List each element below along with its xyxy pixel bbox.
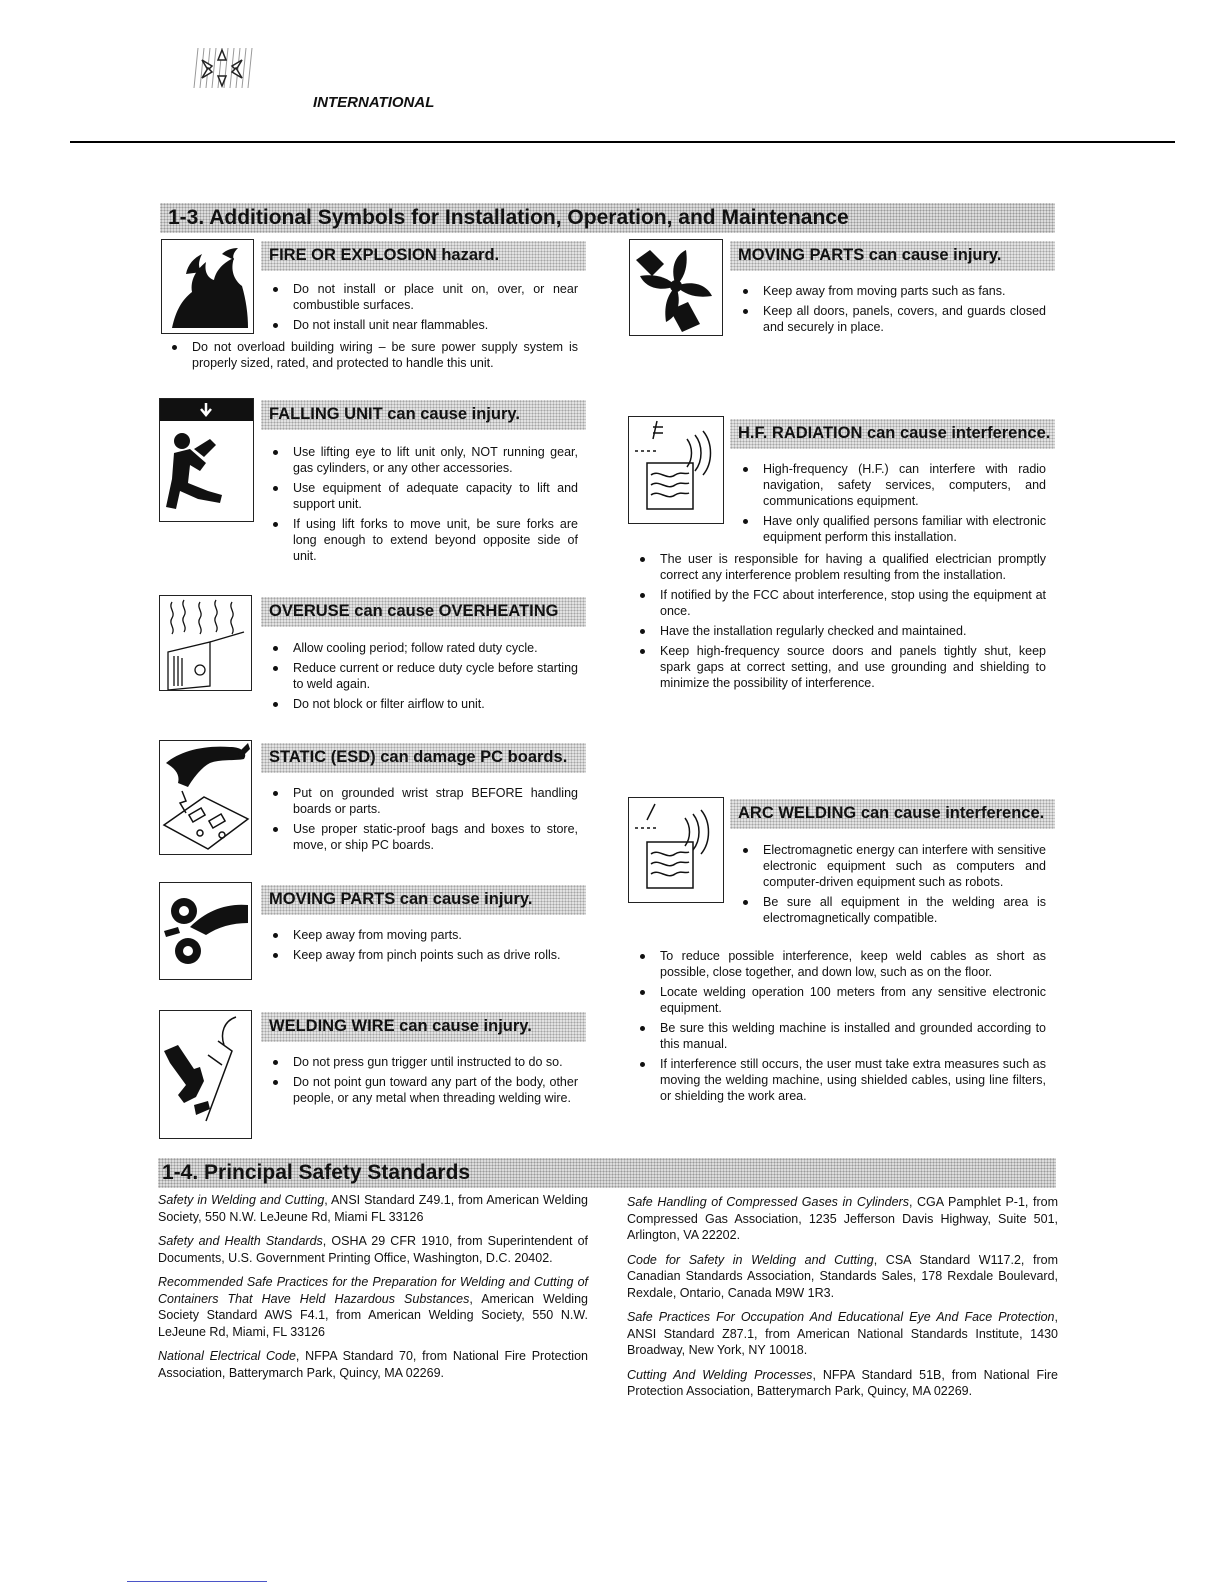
static-heading: STATIC (ESD) can damage PC boards. — [269, 748, 568, 766]
standard-ref: Recommended Safe Practices for the Preparation for Welding and Cutting of Containers That Have Held Hazardous Substances, American Welding Society Standard AWS F4.1, from American Welding Society, 550 N.W. LeJeune Rd, Miami, FL 33126 — [158, 1275, 588, 1339]
standards-left-column — [158, 1192, 588, 1389]
moving2-bullets — [263, 927, 578, 967]
section-13-title: 1-3. Additional Symbols for Installation, Operation, and Maintenance — [168, 206, 849, 229]
static-esd-icon — [159, 740, 252, 855]
list-item: Use equipment of adequate capacity to lift and support unit. — [263, 480, 578, 512]
list-item: Electromagnetic energy can interfere with sensitive electronic equipment such as computers and computer-driven equipment such as robots. — [733, 842, 1046, 890]
list-item: Keep away from pinch points such as drive rolls. — [263, 947, 578, 963]
fire-heading-band — [261, 241, 586, 271]
moving-parts-rollers-icon — [159, 882, 252, 980]
overheating-icon — [159, 595, 252, 691]
list-item: Have the installation regularly checked and maintained. — [630, 623, 1046, 639]
hf-heading: H.F. RADIATION can cause interference. — [738, 424, 1051, 442]
falling-unit-icon — [159, 398, 254, 522]
list-item: High-frequency (H.F.) can interfere with radio navigation, safety services, computers, and communications equipment. — [733, 461, 1046, 509]
list-item: Do not block or filter airflow to unit. — [263, 696, 578, 712]
list-item: Reduce current or reduce duty cycle before starting to weld again. — [263, 660, 578, 692]
list-item: Be sure this welding machine is installed and grounded according to this manual. — [630, 1020, 1046, 1052]
list-item: Do not point gun toward any part of the body, other people, or any metal when threading welding wire. — [263, 1074, 578, 1106]
falling-heading-band — [261, 400, 586, 430]
wire-bullets — [263, 1054, 578, 1110]
moving1-heading-band — [730, 241, 1055, 271]
hf-extra — [630, 551, 1046, 695]
list-item: Do not press gun trigger until instructed to do so. — [263, 1054, 578, 1070]
list-item: Keep all doors, panels, covers, and guards closed and securely in place. — [733, 303, 1046, 335]
arc-extra — [630, 948, 1046, 1108]
overuse-heading: OVERUSE can cause OVERHEATING — [269, 602, 559, 620]
moving2-heading-band — [261, 885, 586, 915]
arc-welding-interference-icon — [628, 797, 724, 903]
company-name: INTERNATIONAL — [313, 94, 435, 111]
fire-hazard-icon — [161, 239, 254, 334]
wire-heading-band — [261, 1012, 586, 1042]
fire-heading: FIRE OR EXPLOSION hazard. — [269, 246, 500, 264]
arc-heading: ARC WELDING can cause interference. — [738, 804, 1045, 822]
list-item: Put on grounded wrist strap BEFORE handling boards or parts. — [263, 785, 578, 817]
standards-right-column — [627, 1194, 1058, 1408]
fire-bullets — [263, 281, 578, 337]
list-item: Use proper static-proof bags and boxes to store, move, or ship PC boards. — [263, 821, 578, 853]
arc-bullets — [733, 842, 1046, 930]
standard-ref: Safe Practices For Occupation And Educational Eye And Face Protection, ANSI Standard Z87.1, from American National Standards Institute, 1430 Broadway, New York, NY 10018. — [627, 1310, 1058, 1357]
list-item: Do not install unit near flammables. — [263, 317, 578, 333]
list-item: Do not install or place unit on, over, or near combustible surfaces. — [263, 281, 578, 313]
moving-parts-fan-icon — [629, 239, 723, 336]
static-heading-band — [261, 743, 586, 773]
list-item: Allow cooling period; follow rated duty cycle. — [263, 640, 578, 656]
welding-wire-icon — [159, 1010, 252, 1139]
list-item: Keep away from moving parts. — [263, 927, 578, 943]
list-item: Locate welding operation 100 meters from any sensitive electronic equipment. — [630, 984, 1046, 1016]
static-bullets — [263, 785, 578, 857]
list-item: Have only qualified persons familiar with electronic equipment perform this installation. — [733, 513, 1046, 545]
standard-ref: Cutting And Welding Processes, NFPA Standard 51B, from National Fire Protection Association, Batterymarch Park, Quincy, MA 02269. — [627, 1367, 1058, 1398]
list-item: If notified by the FCC about interference, stop using the equipment at once. — [630, 587, 1046, 619]
falling-bullets — [263, 444, 578, 568]
standard-ref: National Electrical Code, NFPA Standard 70, from National Fire Protection Association, Batterymarch Park, Quincy, MA 02269. — [158, 1349, 588, 1380]
list-item: Do not overload building wiring – be sure power supply system is properly sized, rated, and protected to handle this unit. — [162, 339, 578, 371]
list-item: Keep away from moving parts such as fans. — [733, 283, 1046, 299]
standard-ref: Safe Handling of Compressed Gases in Cylinders, CGA Pamphlet P-1, from Compressed Gas Association, 1235 Jefferson Davis Highway, Suite 501, Arlington, VA 22202. — [627, 1195, 1058, 1242]
hf-radiation-icon — [628, 416, 724, 524]
overuse-bullets — [263, 640, 578, 716]
moving2-heading: MOVING PARTS can cause injury. — [269, 890, 533, 908]
header-rule — [70, 141, 1175, 143]
list-item: The user is responsible for having a qualified electrician promptly correct any interference problem resulting from the installation. — [630, 551, 1046, 583]
list-item: Use lifting eye to lift unit only, NOT running gear, gas cylinders, or any other accessories. — [263, 444, 578, 476]
footer-link-underline — [127, 1581, 267, 1582]
moving1-bullets — [733, 283, 1046, 339]
list-item: Keep high-frequency source doors and panels tightly shut, keep spark gaps at correct setting, and use grounding and shielding to minimize the possibility of interference. — [630, 643, 1046, 691]
standard-ref: Safety and Health Standards, OSHA 29 CFR 1910, from Superintendent of Documents, U.S. Government Printing Office, Washington, D.C. 20402. — [158, 1234, 588, 1265]
section-14-title: 1-4. Principal Safety Standards — [162, 1161, 471, 1184]
arc-heading-band — [730, 799, 1055, 829]
list-item: To reduce possible interference, keep weld cables as short as possible, close together, and down low, such as on the floor. — [630, 948, 1046, 980]
list-item: If interference still occurs, the user must take extra measures such as moving the welding machine, using shielded cables, using line filters, or shielding the work area. — [630, 1056, 1046, 1104]
hf-heading-band — [730, 419, 1055, 449]
list-item: If using lift forks to move unit, be sure forks are long enough to extend beyond opposite side of unit. — [263, 516, 578, 564]
moving1-heading: MOVING PARTS can cause injury. — [738, 246, 1002, 264]
wire-heading: WELDING WIRE can cause injury. — [269, 1017, 532, 1035]
overuse-heading-band — [261, 597, 586, 627]
falling-heading: FALLING UNIT can cause injury. — [269, 405, 520, 423]
list-item: Be sure all equipment in the welding area is electromagnetically compatible. — [733, 894, 1046, 926]
company-logo-icon — [190, 44, 254, 92]
fire-extra — [162, 339, 578, 375]
standard-ref: Safety in Welding and Cutting, ANSI Standard Z49.1, from American Welding Society, 550 N.W. LeJeune Rd, Miami FL 33126 — [158, 1193, 588, 1224]
hf-bullets — [733, 461, 1046, 549]
standard-ref: Code for Safety in Welding and Cutting, CSA Standard W117.2, from Canadian Standards Association, Standards Sales, 178 Rexdale Boulevard, Rexdale, Ontario, Canada M9W 1R3. — [627, 1252, 1059, 1300]
